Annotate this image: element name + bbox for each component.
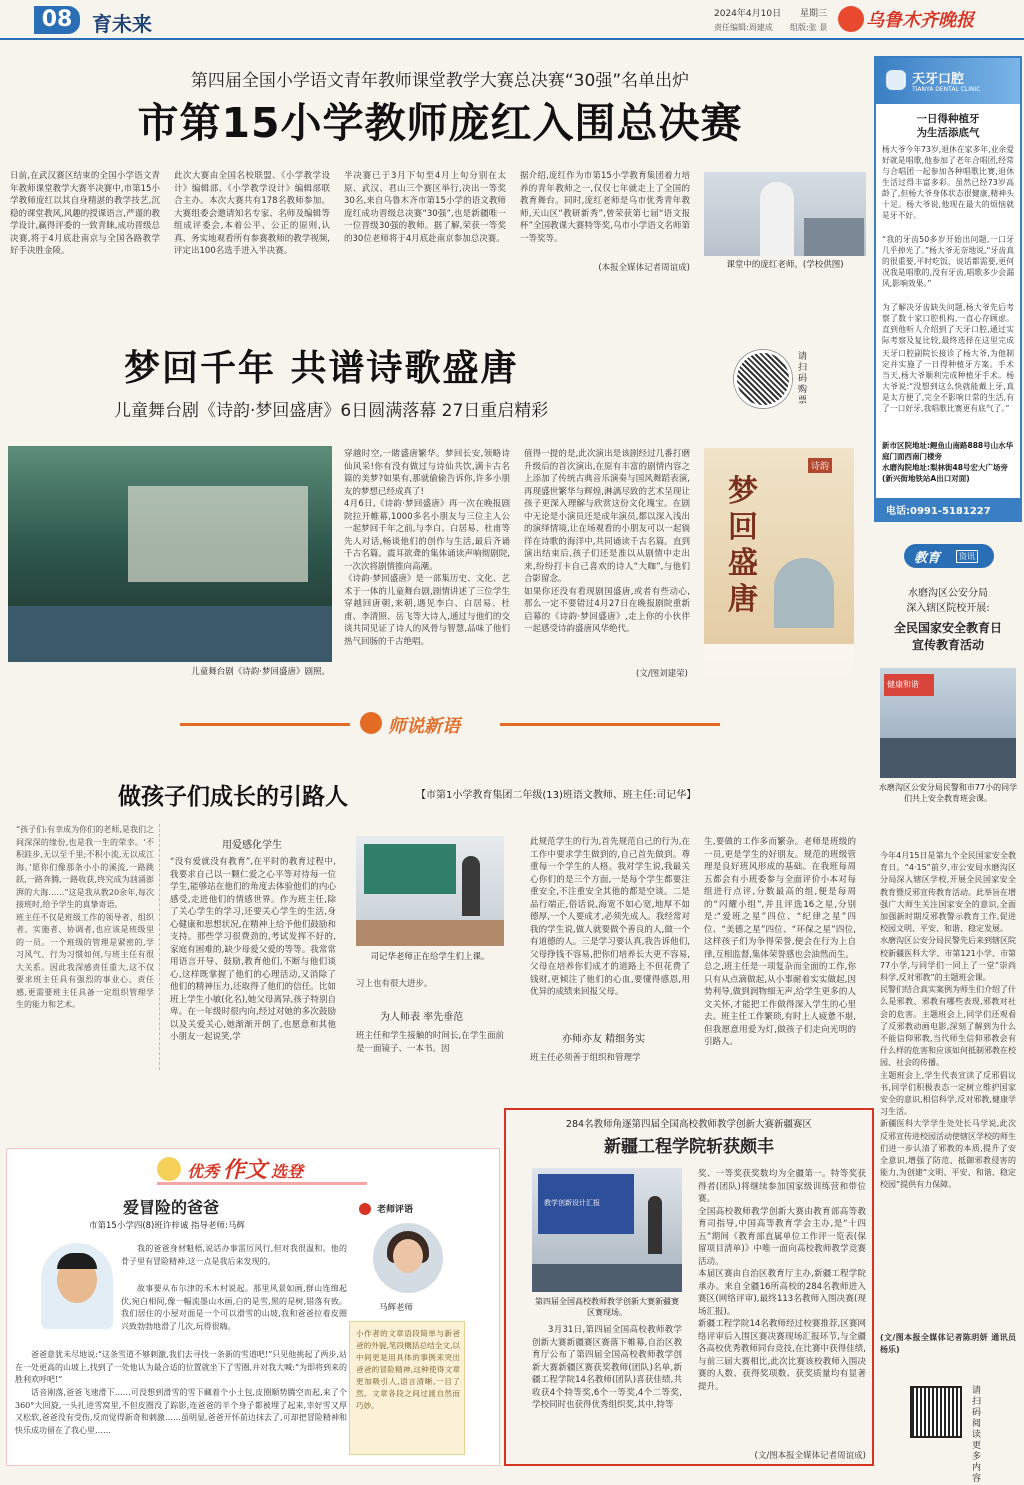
edu-photo-banner: 健康和谐 [887, 680, 919, 689]
layout-credit: 组版:张 景 [790, 23, 828, 32]
lead-headline: 市第15小学教师庞红入围总决赛 [137, 99, 743, 147]
edu-body: 今年4月15日是第九个全民国家安全教育日。“4·15”前夕,市公安局水磨沟区分局深入辖区学校,开展全民国家安全教育暨反邪宣传教育活动。此举旨在增强广大师生关注国家安全的意识,全面加强新时期反邪教警示教育工作,促进校园文明、平安、和谐、稳定发展。 水磨沟区公安分局民警先后来到辖区院校新疆医科大学、市第121小学、市第77小学,与同学们一同上了一堂“崇尚科学,反对邪教”的主题班会课。 民警们结合真实案例为师生们介绍了什么是邪教、邪教有哪些表现,邪教对社会的危害。主题班会上,同学们还观看了反邪教动画电影,深刻了解到为什么不能信仰邪教,当代师生信仰邪教会有什么样的危害和应该如何抵制邪教在校园、社会的传播。 主题班会上,学生代表宣读了反邪倡议书,同学们积极表态一定树立维护国家安全的意识,相信科学,反对邪教,健康学习生活。 新疆医科大学学生处处长马学说,此次反邪宣传进校园活动使辖区学校的师生们进一步认清了邪教的本质,提升了安全意识,增强了防范、抵御邪教侵害的能力,为创建“文明、平安、和谐、稳定校园”提供有力保障。 [880, 851, 1016, 1190]
page-number-badge [34, 6, 80, 34]
ad-phone-text: 电话:0991-5181227 [886, 506, 991, 517]
student-desks [356, 920, 504, 946]
feature-col-1: 穿越时空,一睹盛唐繁华。梦回长安,领略诗仙风采!你有没有做过与诗仙共饮,满卡古名篇的美梦?如果有,那就偷偷告诉你,许多小朋友的梦想已经成真了! 4月6日,《诗韵·梦回盛唐》再一次在晚报剧院拉开帷幕,1000多名小朋友与三位主人公一起梦回千年之前,与李白、白居易、杜甫等先人对话,畅谈他们的创作与生活,最后齐诵千古名篇。震耳欲聋的集体诵读声响彻剧院,一次次将剧情推向高潮。 《诗韵·梦回盛唐》是一部集历史、文化、艺术于一体的儿童舞台剧,剧情讲述了三位学生穿越回唐朝,来朝,遇见李白、白居易、杜甫、李清照、岳飞等大诗人,通过与他们的交谈共同见证了诗人的风骨与智慧,品味了他们热气回肠的千古绝唱。 [344, 449, 510, 647]
student-hair [57, 1253, 97, 1269]
banner-label: 师说新语 [388, 716, 460, 737]
masthead [0, 0, 1024, 40]
teacher-col-2-top: 习上也有很大进步。 [356, 979, 433, 989]
teacher-figure [760, 182, 794, 256]
teacher-h2: 为人师表 率先垂范 [380, 1012, 464, 1023]
ad-body-4: 天牙口腔副院长接诊了杨大爷,为他制定并实施了一日得种植牙方案。手术当天,杨大爷顺利完成种植牙手术。杨大爷说:“没想到这么快就能戴上牙,真是太方便了,完全不影响日常的生活,有了一口好牙,我唱歌比赛更有底气了。” [882, 349, 1014, 413]
ad-header [876, 58, 1020, 104]
teacher-h1: 用爱感化学生 [222, 840, 282, 851]
comment-tag-label: 老师评语 [377, 1205, 414, 1215]
feature-poster [704, 448, 854, 676]
edu-photo [880, 668, 1016, 778]
editor-credit: 责任编辑:周建成 [714, 23, 773, 32]
ad-body-1: 杨大爷今年73岁,退休在家多年,业余爱好就是唱歌,他参加了老年合唱团,经常与合唱团一起参加各种唱歌比赛,退休生活过得丰富多彩。虽然已经73岁高龄了,但杨大爷身体状态很健康,精神头十足。杨大爷说,他现在最大的烦恼就是牙不好。 [882, 145, 1014, 220]
section-name: 育未来 [92, 12, 152, 36]
ad-phone [876, 498, 1020, 520]
contest-col-2: 奖、一等奖获奖数均为全疆第一。特等奖获得者(团队)将继续参加国家级训练营和带位赛。 全国高校教师教学创新大赛由教育部高等教育司指导,中国高等教育学会主办,是“十四五”期间《教育部直属单位工作评一览表(保留项目清单)》中唯一面向高校教师教学竞赛活动。 本届区赛由自治区教育厅主办,新疆工程学院承办。来自全疆16所高校的284名教师进入赛区(网络评审),最终113名教师入围决赛(现场汇报)。 新疆工程学院14名教师经过校赛推荐,区赛网络评审后入围区赛决赛现场汇报环节,与全疆各高校优秀教师同台竞技,在比赛中获得佳绩,与前三届大赛相比,此次比赛该校教师入围决赛的人数、获得奖项数、获奖质量均有显著提升。 [698, 1169, 866, 1392]
teacher-col-4: 生,要做的工作多而繁杂。老师是班级的一员,更是学生的好朋友。规范的班级管理是良好班风形成的基础。在我班每周五都会有小班委参与全面评价小本对每组进行点评,分数最高的组,便是每周的“闪耀小组”,并且评选16之星,分别是:“爱班之星”四位、“纪律之星”四位、“美德之星”四位、“环保之星”四位,这样孩子们为争得荣誉,便会在行为上自律,互相监督,集体荣誉感也会油然而生。 总之,班主任是一项复杂而全面的工作,你只有从点滴做起,从小事耐着实实做起,因势利导,做到润物细无声,给学生更多的人文关怀,才能把工作做得深入学生的心里去。班主任工作繁琐,有时上人疲惫不堪,但我愿意用爱为灯,做孩子们走向光明的引路人。 [704, 837, 856, 1047]
feature-stage-photo [8, 446, 332, 662]
contest-photo-caption: 第四届全国高校教师教学创新大赛新疆赛区赛现场。 [535, 1297, 679, 1317]
banner-badge [350, 708, 500, 738]
ad-title: 一日得种植牙 为生活添底气 [916, 113, 980, 139]
essay-panel [6, 1148, 500, 1466]
ad-brand: 天牙口腔 [912, 72, 965, 87]
stage-floor [8, 606, 332, 662]
edu-photo-screen [884, 674, 934, 696]
dental-ad [874, 56, 1022, 522]
teacher-col-2: 班主任和学生接触的时间长,在学生面前是一面镜子、一本书。因 [356, 1031, 504, 1054]
essay-p4: 话音刚落,爸爸飞速滑下……可没想到滑雪的雪下藏着个小土包,皮圈顺势腾空而起,来了个360°大回旋,一头扎进雪窝里,不但皮圈没了踪影,连爸爸的半个身子都被埋了起来,幸好雪又厚又松软,爸爸没有受伤,反而觉得新奇和刺激……虽明显,爸爸开怀前边抹去了,可却把冒险精神和快乐成功留在了我心里…… [15, 1388, 347, 1435]
poster-title: 梦回盛唐 [728, 474, 758, 617]
lead-credit: (本报全媒体记者周谊成) [598, 263, 690, 273]
edu-kicker: 水磨沟区公安分局 深入辖区院校开展: [906, 588, 990, 614]
lead-col-3: 半决赛已于3月下旬至4月上旬分别在太原、武汉、君山三个赛区举行,决出一等奖30名,来自乌鲁木齐市第15小学的语文教师庞红成功晋级总决赛“30强”,也是新疆唯一一位晋级30强的教师。据了解,荣获一等奖的30位老师将于4月底赴南京参加总决赛。 [344, 171, 506, 244]
ad-brand-en: TIANYA DENTAL CLINIC [912, 86, 981, 93]
newspaper-name: 乌鲁木齐晚报 [866, 10, 974, 31]
issue-date: 2024年4月10日 [714, 9, 782, 19]
lead-photo-caption: 课堂中的庞红老师。(学校供图) [726, 260, 844, 270]
feature-photo-caption: 儿童舞台剧《诗韵·梦回盛唐》剧照。 [191, 667, 330, 677]
edu-qr-code [910, 1386, 962, 1438]
edu-photo-caption: 水磨沟区公安分局民警和市77小的同学们共上安全教育班会课。 [878, 783, 1018, 803]
feature-col-2: 值得一提的是,此次演出是该剧经过几番打磨升级后的首次演出,在原有丰富的剧情内容之上添加了传统古典音乐演奏与国风舞蹈表演,再现盛世繁华与辉煌,淋漓尽致的艺术呈现让孩子更深入理解与欣赏这份文化瑰宝。在剧中无论是小演员还是成年演员,都以深入浅出的演绎情境,让在场观看的小朋友可以一起徜徉在诗歌的海洋中,共同诵读千古名篇。直到演出结束后,孩子们还是准以从剧情中走出来,纷纷打卡自己喜欢的诗人“大咖”,与他们合影留念。 如果你还没有看现剧国盛唐,或者有些动心,那么一定不要错过4月27日在晚报剧院重新启幕的《诗韵·梦回盛唐》,走上你的小伙伴一起感受诗韵盛唐风华绝代。 [524, 449, 690, 634]
teacher-col-1: “没有爱就没有教育”,在平时的教育过程中,我要求自己以一颗仁爱之心平等对待每一位学生,能够站在他们的角度去体验他们的内心感受,走进他们的情感世界。作为班主任,除了关心学生的学习,还要关心学生的生活,身心健康和思想状况,在精神上给予他们鼓励和支持。那些学习很费劲的,考试发挥不好的,家庭有困难的,缺少母爱父爱的等等。我常常用语言开导、鼓励,教育他们,不断与他们谈心,这样既掌握了他们的心理活动,又消除了他们的精神压力,还取得了他们的信任。比如班上学生小敏(化名),她父母离异,孩子特别自卑。在一年级时很内向,经过对她的多次鼓励以及关爱关心,她渐渐开朗了,也愿意和其他小朋友一起说笑,学 [170, 857, 336, 1042]
edu-sidebar [874, 540, 1022, 1484]
comment-text: 小作者的文章语段简单与新爸爸的外貌,笔段概括总结全文,以中间更是用具体的事例来突出爸爸的冒险精神,这种使得文章更加吸引人,语言清晰,一目了然。文章各段之间过渡自然而巧妙。 [356, 1329, 460, 1410]
lead-kicker: 第四届全国小学语文青年教师课堂教学大赛总决赛“30强”名单出炉 [190, 71, 690, 91]
lead-photo [704, 172, 866, 256]
comment-box [349, 1321, 465, 1455]
issue-weekday: 星期三 [800, 9, 828, 19]
teacher-col-3: 此规范学生的行为,首先规范自己的行为,在工作中要求学生做到的,自己首先做到。尊重每一个学生的人格。我对学生说,我最关心你们的是三个方面,一是每个学生都要注重安全,不注重安全其他的都是空谈。二是品行端正,俗话说,海宽不如心宽,地厚不如德厚,一个人要成才,必须先成人。我经常对我的学生说,做人就要做个善良的人,做一个有道德的人。三是学习要认真,我告诉他们,父母挣钱不容易,把你们培养长大更不容易,父母在培养你们成才的道路上不但花费了钱财,更倾注了他们的心血,要懂得感恩,用优异的成绩来回报父母。 [530, 837, 690, 997]
teacher-h3: 亦师亦友 精细务实 [562, 1034, 646, 1045]
feature-subtitle: 儿童舞台剧《诗韵·梦回盛唐》6日圆满落幕 27日重启精彩 [114, 401, 549, 421]
teacher-photo-caption: 司记华老师正在给学生们上课。 [370, 952, 490, 962]
edu-logo-sub: 资讯 [956, 550, 978, 563]
teacher-portrait-face [393, 1239, 423, 1273]
pen-icon [359, 1203, 371, 1215]
edu-title: 全民国家安全教育日 宣传教育活动 [893, 621, 1002, 652]
student-photo [41, 1243, 113, 1329]
contest-title: 新疆工程学院斩获颇丰 [604, 1137, 774, 1157]
edu-photo-crowd [880, 738, 1016, 778]
essay-banner [157, 1153, 367, 1185]
essay-banner-icon [157, 1157, 181, 1181]
ad-body-3: 为了解决牙齿缺失问题,杨大爷先后考察了数十家口腔机构,一直心存顾虑。直到他听人介绍到了天牙口腔,通过实际考察及复比较,最终选择在这里完成 [882, 303, 1014, 345]
edu-logo-text: 教育 [914, 551, 941, 566]
essay-title: 爱冒险的爸爸 [123, 1198, 220, 1217]
contest-screen [538, 1174, 634, 1234]
poster-figure [774, 558, 834, 628]
essay-banner-pre: 优秀 [187, 1162, 220, 1181]
teacher-photo [356, 836, 504, 946]
contest-screen-text: 教学创新设计汇报 [544, 1199, 600, 1207]
edu-credit: (文/图本报全媒体记者陈玥妍 通讯员杨乐) [880, 1333, 1016, 1354]
feature-qr-label: 请扫码购票 [798, 352, 808, 406]
teacher-intro: “孩子们:有幸成为你们的老师,是我们之间深深的缘份,也是我一生的荣幸。‘不积跬步,无以至千里;不积小流,无以成江海。’愿你们像那条小小的溪流,一路跳跃,一路奔腾,一路收获,终究成为汹涌澎湃的大海……”这是我从教20余年,每次接班时,给予学生的真挚寄语。 班主任不仅是班级工作的领导者、组织者、实施者、协调者,也应该是班级里的一员。一个班级的管理是紧密的,学习风气、行为习惯如何,与班主任有很大关系。因此我深感责任重大,这不仅要求班主任具有强烈的事业心、责任感,更需要班主任具备一定组织管理学生的能力和艺术。 [16, 825, 154, 1009]
lead-col-1: 日前,在武汉赛区结束的全国小学语文青年教师课堂教学大赛半决赛中,市第15小学教师庞红以其自身精湛的教学技艺,沉稳的课堂教风,风趣的授课语言,严谨的教学设计,赢得评委的一致青睐,成功晋级总决赛,将于4月底赴南京与全国各路教学好手决胜金陵。 [10, 171, 160, 256]
lead-col-2: 此次大赛由全国名校联盟、《小学教学设计》编辑部、《小学教学设计》编辑部联合主办。本次大赛共有178名教师参加。大赛组委会邀请知名专家、名师及编辑等组成评委会,本着公平、公正的原则,认真、务实地观看所有参赛教师的教学视频,评定出100名选手进入半决赛。 [174, 171, 330, 256]
classroom-board [364, 844, 456, 894]
essay-p2: 故事要从布尔津的禾木村说起。那里风景如画,群山连绵起伏,宛白相间,像一幅流墨山水画,白的是雪,黑的是树,错落有致。我们居住的小屋对面是一个可以滑雪的山坡,我和爸爸拉着皮圈兴致勃勃地滑了几次,玩得很嗨。 [121, 1284, 347, 1331]
poster-tag: 诗韵 [808, 458, 832, 473]
banner-icon [360, 712, 382, 734]
teacher-byline: 【市第1小学教育集团二年级(13)班语文教师、班主任:司记华】 [416, 790, 697, 801]
essay-banner-post: 选登 [271, 1162, 304, 1181]
contest-photo [532, 1168, 682, 1292]
comment-tag [359, 1201, 455, 1217]
ad-body-2: “我的牙齿50多岁开始出问题,一口牙几乎掉光了。”杨大爷无奈地说,“牙齿真的很重要,平时吃饭、说话都需要,更何况我是唱歌的,没有牙齿,唱歌多少会漏风,影响效果。” [882, 235, 1014, 288]
teacher-title: 做孩子们成长的引路人 [118, 784, 348, 810]
contest-kicker: 284名教师角逐第四届全国高校教师教学创新大赛新疆赛区 [565, 1119, 813, 1130]
contest-audience [532, 1264, 682, 1292]
essay-byline: 市第15小学四(8)班许梓诚 指导老师:马辉 [89, 1221, 245, 1231]
lead-col-4: 据介绍,庞红作为市第15小学教育集团着力培养的青年教师之一,仅仅七年就走上了全国的教育舞台。同时,庞红老师是乌市优秀青年教师,天山区“教研新秀”,曾荣获第七届“语文报杯”全国教课大赛特等奖,乌市小学语文名师第一等奖等。 [520, 171, 690, 244]
essay-p1: 我的爸爸身材魁梧,说话办事雷厉风行,但对我很温和。他的骨子里有冒险精神,这一点是我后来发现的。 [121, 1244, 347, 1266]
feature-title: 梦回千年 共谱诗歌盛唐 [124, 348, 519, 389]
contest-speaker [648, 1196, 662, 1254]
edu-logo [904, 544, 994, 568]
student-figures [804, 218, 864, 256]
teacher-standing-figure [462, 856, 480, 916]
teacher-col-3b: 班主任必须善于组织和管理学 [530, 1053, 641, 1063]
page-number: 08 [41, 7, 73, 32]
edu-qr-label: 请扫码阅读更多内容 [972, 1386, 982, 1484]
teacher-portrait [373, 1223, 443, 1293]
ad-address: 新市区院地址:鲤鱼山南路888号山水华庭门面西南门楼旁 水磨沟院地址:梨林街48号宏大广场旁(新兴街地铁站A出口对面) [882, 441, 1014, 483]
teacher-intro-box [12, 824, 160, 1070]
feature-credit: (文/图刘建荣) [636, 669, 688, 679]
essay-p3: 爸爸意犹未尽地说:“这条雪道不够刺激,我们去寻找一条新的雪道吧!”只见他挑起了两步,站在一处更高的山坡上,找到了一处他认为最合适的位置就坐下了雪圈,并对我大喊:“为即将到来的胜利欢呼吧!” [15, 1350, 347, 1384]
feature-qr-code [734, 350, 792, 408]
essay-banner-main: 作文 [223, 1157, 268, 1183]
contest-col-1: 3月31日,第四届全国高校教师教学创新大赛新疆赛区赛落下帷幕,自治区教育厅公布了第四届全国高校教师教学创新大赛新疆区赛获奖教师(团队)名单,新疆工程学院14名教师(团队)喜获佳绩,共收获4个特等奖,6个一等奖,4个二等奖,学校同时也获得优秀组织奖,其中,特等 [532, 1325, 682, 1410]
contest-credit: (文/图本报全媒体记者周谊成) [754, 1451, 866, 1461]
teacher-name: 马辉老师 [379, 1303, 414, 1313]
contest-box [504, 1108, 874, 1466]
poster-footer [704, 644, 854, 676]
stage-pavilion [128, 486, 308, 582]
tooth-icon [886, 70, 906, 90]
newspaper-logo-icon [838, 6, 864, 32]
